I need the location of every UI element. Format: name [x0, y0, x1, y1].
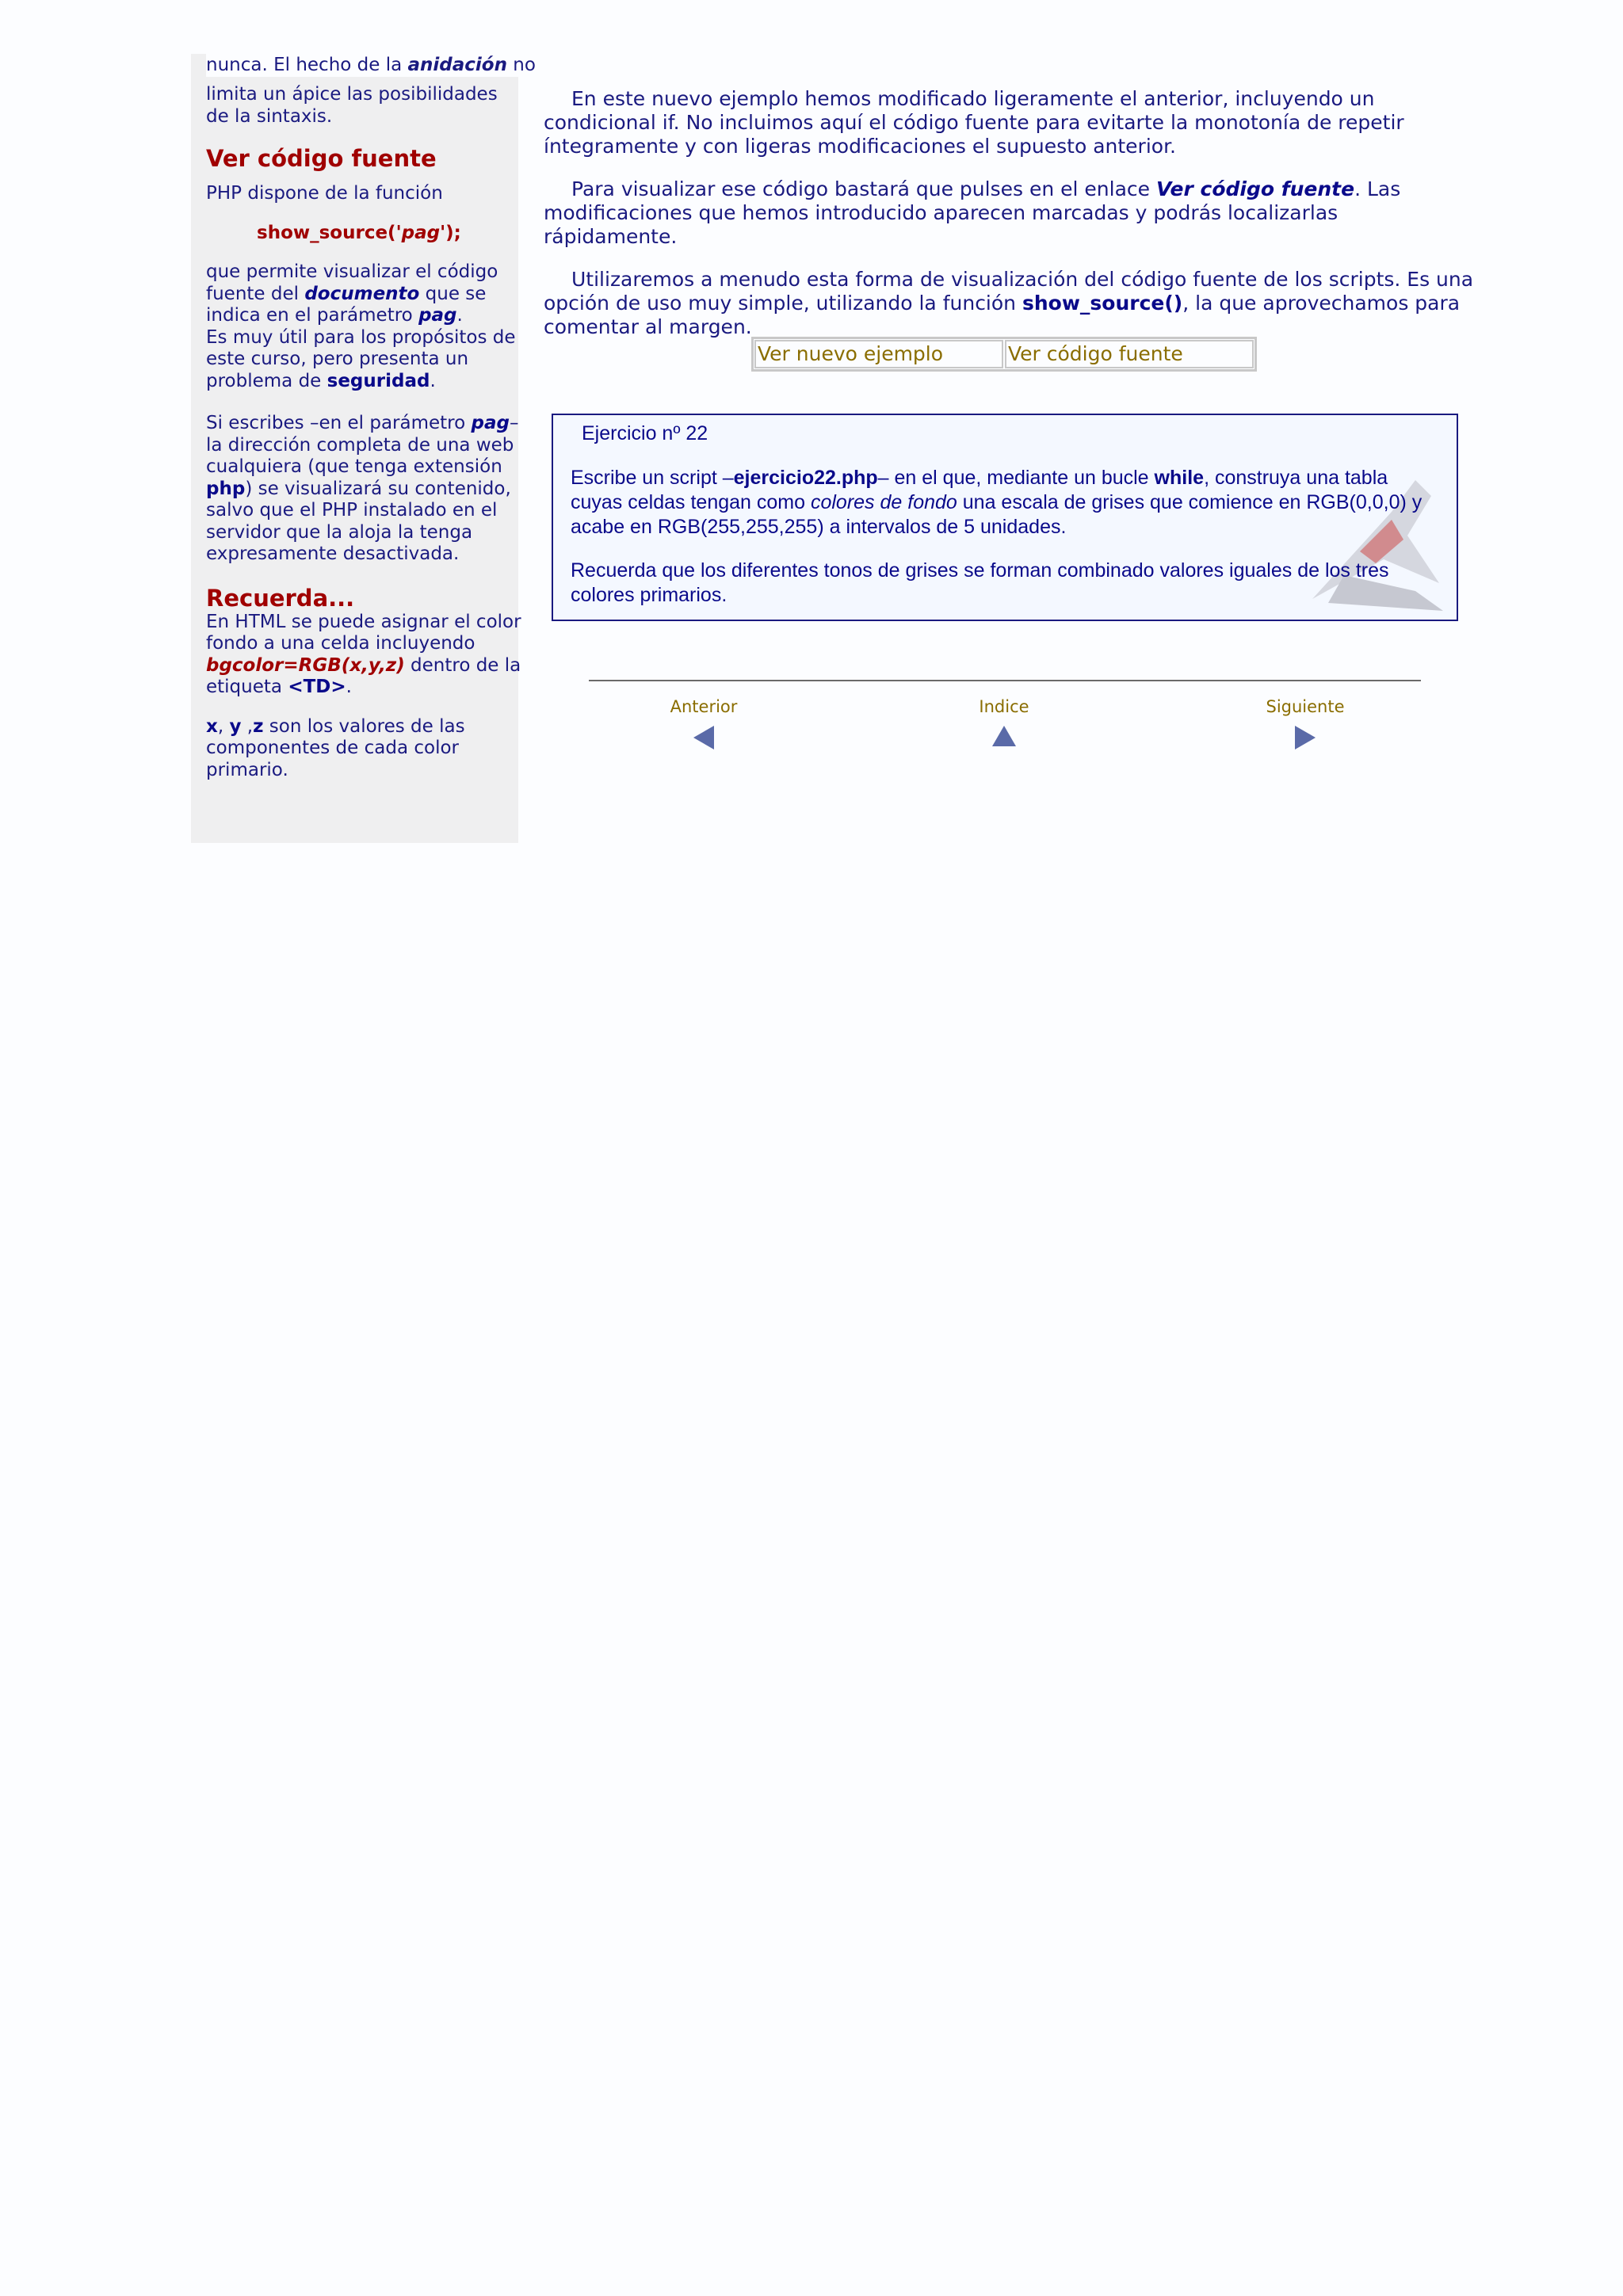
sidebar-xyz-text: x, y ,z son los valores de las componentes de cada color primario.	[206, 715, 465, 780]
sidebar-html-text: En HTML se puede asignar el color fondo a una celda incluyendo bgcolor=RGB(x,y,z) dentro de la etiqueta <TD>.	[206, 611, 521, 697]
sidebar-heading-source: Ver código fuente	[206, 145, 437, 172]
sidebar-php-dispone: PHP dispone de la función	[206, 183, 443, 204]
nav-divider	[589, 680, 1421, 681]
nav-indice-label[interactable]: Indice	[979, 697, 1029, 716]
sidebar-content	[206, 84, 523, 799]
main-paragraph-2: Para visualizar ese código bastará que pulses en el enlace Ver código fuente. Las modificaciones que hemos introducido aparecen marcadas y podrás localizarlas rápidamente.	[544, 177, 1401, 248]
arrow-left-icon[interactable]	[692, 724, 716, 751]
nav-indice[interactable]	[941, 697, 1067, 748]
nav-siguiente-label[interactable]: Siguiente	[1266, 697, 1345, 716]
main-paragraph-3: Utilizaremos a menudo esta forma de visualización del código fuente de los scripts. Es una opción de uso muy simple, utilizando la función show_source(), la que aprovechamos para comentar al margen.	[544, 268, 1474, 338]
sidebar-si-escribes-text: Si escribes –en el parámetro pag– la dirección completa de una web cualquiera (que tenga extensión php) se visualizará su contenido, salvo que el PHP instalado en el servidor que la aloja la tenga expresamente desactivada.	[206, 413, 519, 564]
sidebar-visualizar-text: que permite visualizar el código fuente del documento que se indica en el parámetro pag. Es muy útil para los propósitos de este curso, pero presenta un problema de seguridad.	[206, 261, 516, 391]
arrow-up-icon[interactable]	[991, 724, 1018, 748]
sidebar-intro-line1: nunca. El hecho de la anidación no	[206, 53, 539, 77]
nav-siguiente[interactable]	[1242, 697, 1369, 751]
ver-codigo-fuente-link[interactable]: Ver código fuente	[1005, 340, 1254, 368]
exercise-box	[552, 414, 1458, 621]
sidebar-code-show-source: show_source('pag');	[257, 222, 461, 243]
exercise-title: Ejercicio nº 22	[582, 422, 708, 444]
ver-nuevo-ejemplo-link[interactable]: Ver nuevo ejemplo	[754, 340, 1003, 368]
exercise-paragraph-2: Recuerda que los diferentes tonos de grises se forman combinado valores iguales de los tres colores primarios.	[571, 559, 1389, 606]
exercise-paragraph-1: Escribe un script –ejercicio22.php– en el que, mediante un bucle while, construya una tabla cuyas celdas tengan como colores de fondo una escala de grises que comience en RGB(0,0,0) y acabe en RGB(255,255,255) a intervalos de 5 unidades.	[571, 467, 1423, 538]
links-table	[751, 337, 1257, 372]
main-paragraph-1: En este nuevo ejemplo hemos modificado ligeramente el anterior, incluyendo un condicional if. No incluimos aquí el código fuente para evitarte la monotonía de repetir íntegramente y con ligeras modificaciones el supuesto anterior.	[544, 87, 1404, 158]
arrow-right-icon[interactable]	[1293, 724, 1317, 751]
sidebar-heading-recuerda: Recuerda...	[206, 584, 355, 612]
nav-anterior[interactable]	[640, 697, 767, 751]
main-content	[544, 87, 1475, 358]
sidebar-intro-line2: limita un ápice las posibilidades de la sintaxis.	[206, 84, 498, 127]
nav-anterior-label[interactable]: Anterior	[670, 697, 738, 716]
